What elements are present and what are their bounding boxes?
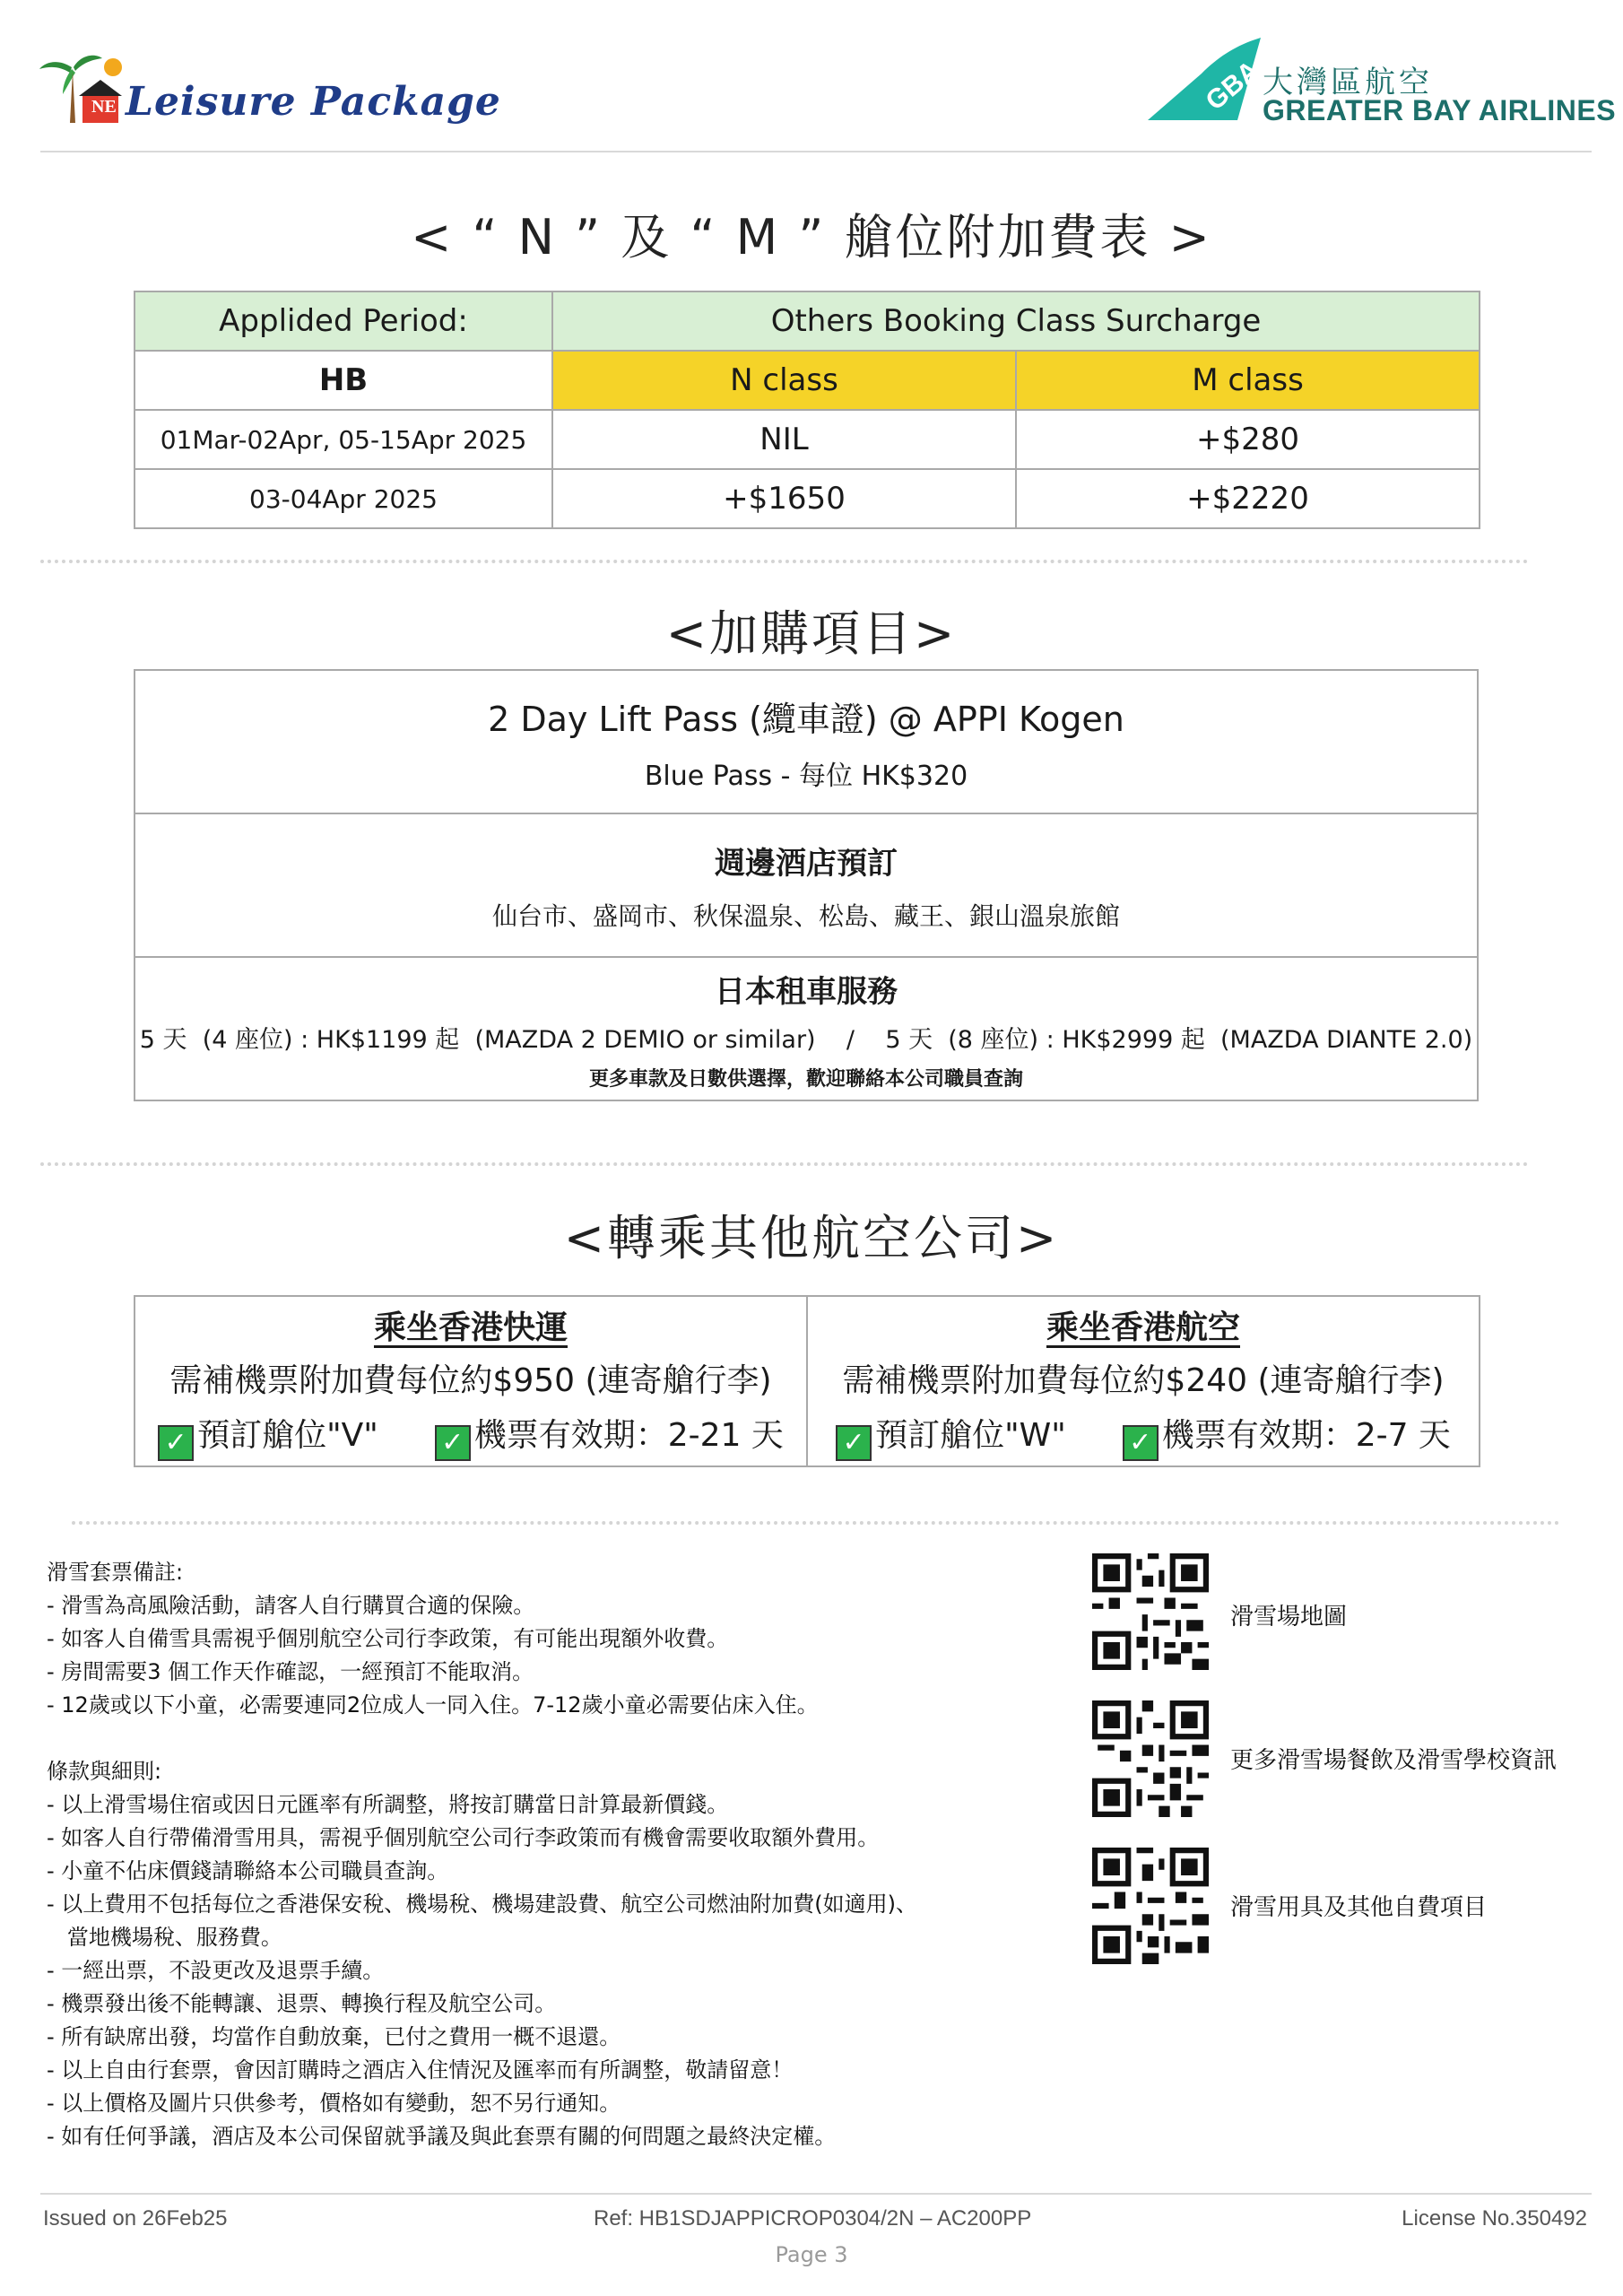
list-item: - 以上費用不包括每位之香港保安稅、機場稅、機場建設費、航空公司燃油附加費(如適用)、 — [47, 1892, 918, 1917]
header-divider — [40, 151, 1592, 152]
ski-notes-list — [47, 1589, 1060, 1722]
m-class-cell: +$2220 — [1016, 469, 1480, 528]
qr-code-equipment[interactable] — [1092, 1848, 1209, 1968]
list-item: - 以上自由行套票，會因訂購時之酒店入住情況及匯率而有所調整，敬請留意！ — [47, 2057, 794, 2083]
lift-pass-detail: Blue Pass - 每位 HK$320 — [644, 760, 968, 792]
hk-airlines-validity: 機票有效期：2-7 天 — [1161, 1416, 1451, 1454]
car-rental-cell — [135, 957, 1478, 1100]
qr-label: 滑雪場地圖 — [1230, 1604, 1348, 1631]
license-number: License No.350492 — [1402, 2206, 1587, 2231]
hk-express-title: 乘坐香港快運 — [373, 1309, 568, 1346]
dotted-divider — [40, 1162, 1529, 1166]
transfer-title: <轉乘其他航空公司> — [563, 1210, 1060, 1266]
qr-code-icon — [1092, 1700, 1209, 1817]
qr-code-dining-school[interactable] — [1092, 1700, 1209, 1821]
surcharge-title: < “ N ” 及 “ M ” 艙位附加費表 > — [411, 209, 1212, 265]
surcharge-table — [134, 291, 1480, 529]
list-item: - 一經出票，不設更改及退票手續。 — [47, 1958, 385, 1983]
airline-name-cn: 大灣區航空 — [1263, 65, 1433, 100]
n-class-cell: NIL — [552, 410, 1016, 469]
notes-section — [47, 1556, 1060, 2153]
period-cell: 01Mar-02Apr, 05-15Apr 2025 — [135, 410, 552, 469]
qr-code-ski-map[interactable] — [1092, 1553, 1209, 1674]
hk-express-validity: 機票有效期：2-21 天 — [473, 1416, 784, 1454]
period-subheader: HB — [135, 351, 552, 410]
hotel-booking-detail: 仙台市、盛岡市、秋保溫泉、松島、藏王、銀山溫泉旅館 — [491, 900, 1120, 931]
qr-label: 滑雪用具及其他自費項目 — [1230, 1894, 1488, 1921]
hk-airlines-surcharge: 需補機票附加費每位約$240 (連寄艙行李) — [842, 1361, 1445, 1399]
list-item: - 機票發出後不能轉讓、退票、轉換行程及航空公司。 — [47, 1991, 557, 2016]
addons-title: <加購項目> — [665, 605, 958, 662]
dotted-divider — [40, 560, 1529, 563]
gba-code: GBA — [1200, 55, 1264, 117]
addons-table — [134, 669, 1479, 1101]
hk-airlines-booking: 預訂艙位"W" — [875, 1416, 1066, 1454]
table-row — [135, 410, 1480, 469]
brand-name: Leisure Package — [126, 79, 501, 125]
checkbox-icon: ✓ — [836, 1425, 872, 1461]
terms-heading: 條款與細則: — [47, 1759, 162, 1784]
terms-list — [47, 1788, 1060, 2153]
period-cell: 03-04Apr 2025 — [135, 469, 552, 528]
airline-name-en: GREATER BAY AIRLINES — [1263, 94, 1617, 126]
ski-notes-heading: 滑雪套票備註: — [47, 1560, 184, 1585]
list-item: - 所有缺席出發，均當作自動放棄，已付之費用一概不退還。 — [47, 2024, 621, 2049]
qr-code-icon — [1092, 1848, 1209, 1964]
list-item: - 如有任何爭議，酒店及本公司保留就爭議及與此套票有關的何問題之最終決定權。 — [47, 2124, 837, 2149]
gba-wing-icon — [1148, 38, 1264, 127]
hk-airlines-title: 乘坐香港航空 — [1046, 1309, 1240, 1346]
transfer-table — [134, 1295, 1480, 1467]
footer-divider — [40, 2193, 1592, 2195]
list-item: - 滑雪為高風險活動，請客人自行購買合適的保險。 — [47, 1593, 535, 1618]
table-row — [135, 469, 1480, 528]
list-item: - 如客人自備雪具需視乎個別航空公司行李政策，有可能出現額外收費。 — [47, 1626, 729, 1651]
checkbox-icon: ✓ — [435, 1425, 471, 1461]
m-class-header: M class — [1016, 351, 1480, 410]
list-item: - 以上價格及圖片只供參考，價格如有變動，恕不另行通知。 — [47, 2091, 621, 2116]
list-item: - 12歲或以下小童，必需要連同2位成人一同入住。7-12歲小童必需要佔床入住。 — [47, 1692, 819, 1718]
checkbox-icon: ✓ — [158, 1425, 194, 1461]
list-item: 當地機場稅、服務費。 — [47, 1925, 282, 1950]
car-rental-detail: 5 天 (4 座位) : HK$1199 起 (MAZDA 2 DEMIO or similar) / 5 天 (8 座位) : HK$2999 起 (MAZDA DIANTE 2.0) — [139, 1025, 1473, 1054]
m-class-cell: +$280 — [1016, 410, 1480, 469]
list-item: - 如客人自行帶備滑雪用具，需視乎個別航空公司行李政策而有機會需要收取額外費用。 — [47, 1825, 880, 1850]
page-number: Page 3 — [775, 2242, 848, 2267]
hk-airlines-cell — [807, 1296, 1480, 1466]
hk-express-surcharge: 需補機票附加費每位約$950 (連寄艙行李) — [169, 1361, 772, 1399]
qr-code-icon — [1092, 1553, 1209, 1670]
list-item: - 以上滑雪場住宿或因日元匯率有所調整，將按訂購當日計算最新價錢。 — [47, 1792, 729, 1817]
car-rental-note: 更多車款及日數供選擇，歡迎聯絡本公司職員查詢 — [588, 1067, 1023, 1091]
brand-badge: NE — [91, 97, 117, 117]
dotted-divider — [72, 1521, 1560, 1525]
lift-pass-cell — [135, 670, 1478, 813]
hotel-booking-title: 週邊酒店預訂 — [715, 845, 898, 882]
lift-pass-title: 2 Day Lift Pass (纜車證) @ APPI Kogen — [488, 699, 1124, 739]
period-header: Applided Period: — [135, 291, 552, 351]
car-rental-title: 日本租車服務 — [715, 973, 898, 1010]
hk-express-booking: 預訂艙位"V" — [197, 1416, 378, 1454]
qr-label: 更多滑雪場餐飲及滑雪學校資訊 — [1230, 1747, 1558, 1774]
n-class-header: N class — [552, 351, 1016, 410]
checkbox-icon: ✓ — [1123, 1425, 1159, 1461]
issued-date: Issued on 26Feb25 — [43, 2206, 228, 2231]
hk-express-cell — [135, 1296, 807, 1466]
surcharge-group-header: Others Booking Class Surcharge — [552, 291, 1480, 351]
reference-code: Ref: HB1SDJAPPICROP0304/2N – AC200PP — [594, 2206, 1032, 2231]
list-item: - 房間需要3 個工作天作確認，一經預訂不能取消。 — [47, 1659, 534, 1684]
n-class-cell: +$1650 — [552, 469, 1016, 528]
list-item: - 小童不佔床價錢請聯絡本公司職員查詢。 — [47, 1858, 449, 1883]
hotel-booking-cell — [135, 813, 1478, 957]
